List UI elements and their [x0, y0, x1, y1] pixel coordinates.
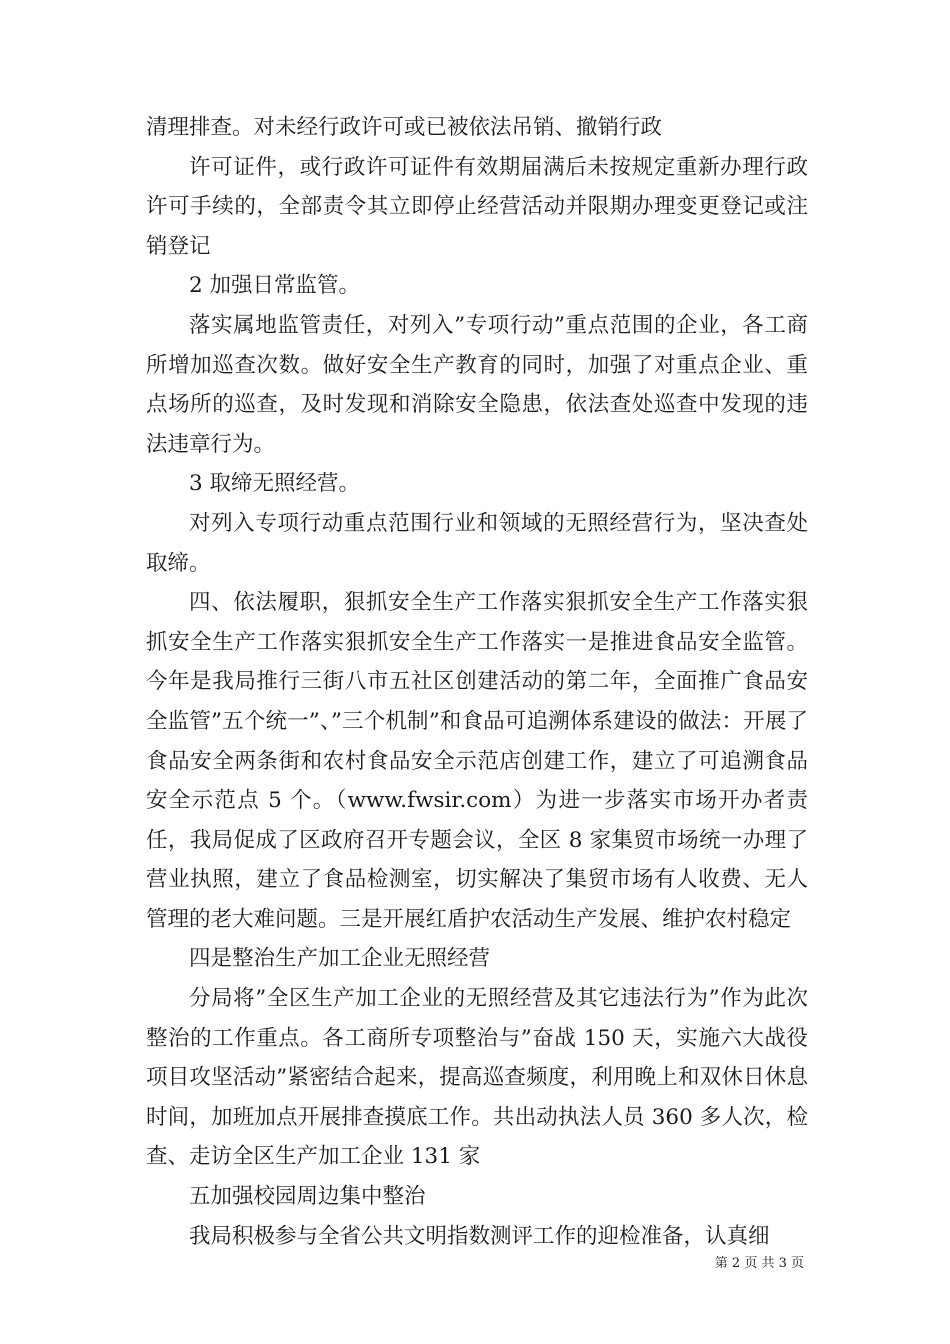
- page-number-footer: 第 2 页 共 3 页: [714, 1256, 804, 1271]
- paragraph-5: 四、依法履职，狠抓安全生产工作落实狠抓安全生产工作落实狠抓安全生产工作落实狠抓安全生产工作落实一是推进食品安全监管。今年是我局推行三街八市五社区创建活动的第二年，全面推广食品安全监管”五个统一”、”三个机制”和食品可追溯体系建设的做法：开展了食品安全两条街和农村食品安全示范店创建工作，建立了可追溯食品安全示范点 5 个。（www.fwsir.com）为进一步落实市场开办者责任，我局促成了区政府召开专题会议，全区 8 家集贸市场统一办理了营业执照，建立了食品检测室，切实解决了集贸市场有人收费、无人管理的老大难问题。三是开展红盾护农活动生产发展、维护农村稳定: [146, 590, 808, 932]
- paragraph-1: 清理排查。对未经行政许可或已被依法吊销、撤销行政: [146, 115, 663, 140]
- section-heading-2: 2 加强日常监管。: [189, 273, 361, 299]
- paragraph-3: 落实属地监管责任，对列入”专项行动”重点范围的企业，各工商所增加巡查次数。做好安全生产教育的同时，加强了对重点企业、重点场所的巡查，及时发现和消除安全隐患，依法查处巡查中发现的违法违章行为。: [146, 312, 808, 457]
- paragraph-6: 分局将”全区生产加工企业的无照经营及其它违法行为”作为此次整治的工作重点。各工商所专项整治与”奋战 150 天，实施六大战役项目攻坚活动”紧密结合起来，提高巡查频度，利用晚上和双休日休息时间，加班加点开展排查摸底工作。共出动执法人员 360 多人次，检查、走访全区生产加工企业 131 家: [146, 986, 808, 1170]
- document-body: [146, 108, 808, 1256]
- paragraph-7: 我局积极参与全省公共文明指数测评工作的迎检准备，认真细: [189, 1223, 770, 1249]
- section-heading-3: 3 取缔无照经营。: [189, 471, 361, 497]
- paragraph-2: 许可证件，或行政许可证件有效期届满后未按规定重新办理行政许可手续的，全部责令其立即停止经营活动并限期办理变更登记或注销登记: [146, 154, 808, 259]
- section-heading-5: 五加强校园周边集中整治: [189, 1184, 426, 1210]
- section-heading-4: 四是整治生产加工企业无照经营: [189, 946, 491, 972]
- paragraph-4: 对列入专项行动重点范围行业和领域的无照经营行为，坚决查处取缔。: [146, 510, 808, 576]
